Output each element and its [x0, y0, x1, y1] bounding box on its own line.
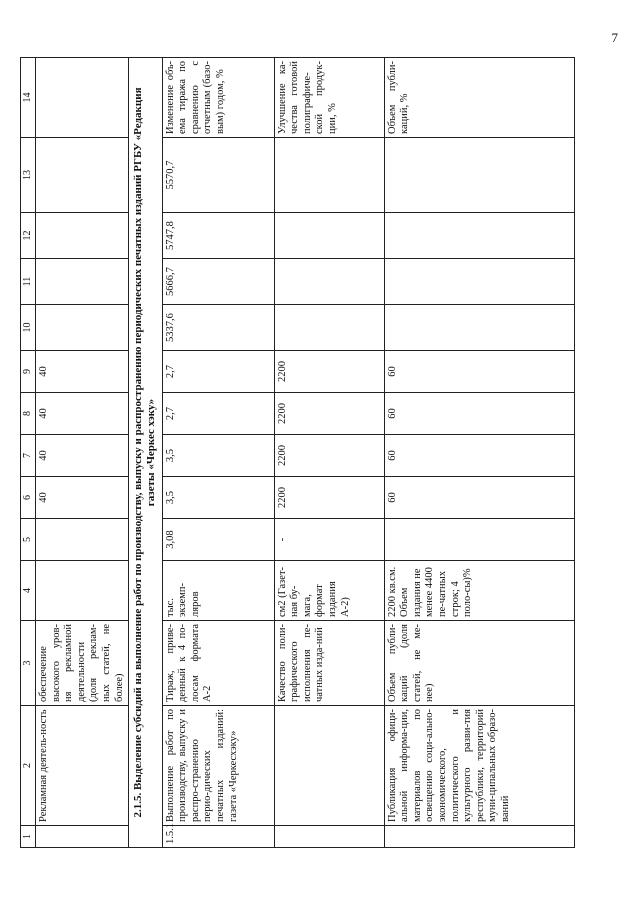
value-cell: 40 [36, 434, 129, 476]
result-description: Улучшение ка-чества готовой полиграфиче-ской продук-ции, % [274, 57, 384, 137]
indicator-name: Объем публи-каций (доля статей, не ме-нее) [384, 620, 574, 705]
value-cell: 2200 [274, 350, 384, 392]
value-cell: 5666,7 [162, 258, 274, 304]
indicator-name: обеспечение высокого уров-ня рекламной деятельности (доля реклам-ных статей, не более) [36, 620, 129, 705]
table-cell [36, 57, 129, 137]
table-row [384, 57, 574, 847]
rotated-sheet [20, 58, 620, 848]
header-cell: 5 [21, 518, 36, 560]
table-cell [384, 825, 574, 847]
header-cell: 3 [21, 620, 36, 705]
unit-cell: см2 (Газет-ная бу-мага, формат издания А-2) [274, 560, 384, 620]
indicator-table [20, 57, 575, 848]
header-cell: 8 [21, 392, 36, 434]
table-cell [384, 304, 574, 350]
header-cell: 12 [21, 212, 36, 258]
value-cell: 60 [384, 350, 574, 392]
table-cell [36, 137, 129, 212]
table-cell [274, 258, 384, 304]
header-cell: 6 [21, 476, 36, 518]
table-cell [384, 518, 574, 560]
value-cell: 60 [384, 476, 574, 518]
page-number: 7 [611, 30, 618, 45]
table-cell [36, 825, 129, 847]
table-cell [274, 137, 384, 212]
indicator-name: Качество поли-графического исполнения пе-чатных изда-ний [274, 620, 384, 705]
activity-name: Публикация офици-альной информа-ции, материалов по освещению соци-ально-экономического, политического и культурного разви-тия республики, территорий муни-ципальных образо-ваний [384, 705, 574, 825]
value-cell: 60 [384, 434, 574, 476]
table-row [162, 57, 274, 847]
table-cell [274, 304, 384, 350]
result-description: Объем публи-каций, % [384, 57, 574, 137]
header-cell: 9 [21, 350, 36, 392]
value-cell: 2,7 [162, 350, 274, 392]
value-cell: - [274, 518, 384, 560]
value-cell: 2200 [274, 434, 384, 476]
table-cell [36, 212, 129, 258]
row-number: 1.5.1 [162, 825, 274, 847]
header-cell: 1 [21, 825, 36, 847]
table-cell [274, 212, 384, 258]
header-cell: 2 [21, 705, 36, 825]
value-cell: 2,7 [162, 392, 274, 434]
unit-cell: тыс. экземп-ляров [162, 560, 274, 620]
table-cell [36, 304, 129, 350]
header-row [21, 57, 36, 847]
header-cell: 10 [21, 304, 36, 350]
table-row [36, 57, 129, 847]
result-description: Изменение объ-ема тиража по сравнению с отчетным (базо-вым) годом, % [162, 57, 274, 137]
header-cell: 4 [21, 560, 36, 620]
table-cell [36, 258, 129, 304]
table-cell [384, 137, 574, 212]
table-cell [384, 212, 574, 258]
value-cell: 3,5 [162, 434, 274, 476]
table-cell [36, 518, 129, 560]
section-row [129, 57, 162, 847]
value-cell: 3,5 [162, 476, 274, 518]
table-cell [274, 705, 384, 825]
value-cell: 2200 [274, 476, 384, 518]
value-cell: 40 [36, 476, 129, 518]
table-cell [274, 825, 384, 847]
value-cell: 40 [36, 392, 129, 434]
header-cell: 7 [21, 434, 36, 476]
section-title: 2.1.5. Выделение субсидий на выполнение работ по производству, выпуску и распространению периодических печатных изданий РГБУ «Редакция газеты «Черкес хэку» [129, 57, 162, 847]
value-cell: 5337,6 [162, 304, 274, 350]
value-cell: 60 [384, 392, 574, 434]
value-cell: 5570,7 [162, 137, 274, 212]
header-cell: 14 [21, 57, 36, 137]
value-cell: 5747,8 [162, 212, 274, 258]
table-cell [36, 560, 129, 620]
indicator-name: Тираж, приве-денный к 4 по-лосам формата А-2 [162, 620, 274, 705]
value-cell: 2200 [274, 392, 384, 434]
header-cell: 13 [21, 137, 36, 212]
unit-cell: 2200 кв.см. Объем издания не менее 4400 пе-чатных строк; 4 поло-сы)% [384, 560, 574, 620]
activity-name: Рекламная деятель-ность [36, 705, 129, 825]
header-cell: 11 [21, 258, 36, 304]
value-cell: 3,08 [162, 518, 274, 560]
value-cell: 40 [36, 350, 129, 392]
table-cell [384, 258, 574, 304]
table-row [274, 57, 384, 847]
activity-name: Выполнение работ по производству, выпуску и распро-странению перио-дических печатных изданий: газета «Черкесхэку» [162, 705, 274, 825]
